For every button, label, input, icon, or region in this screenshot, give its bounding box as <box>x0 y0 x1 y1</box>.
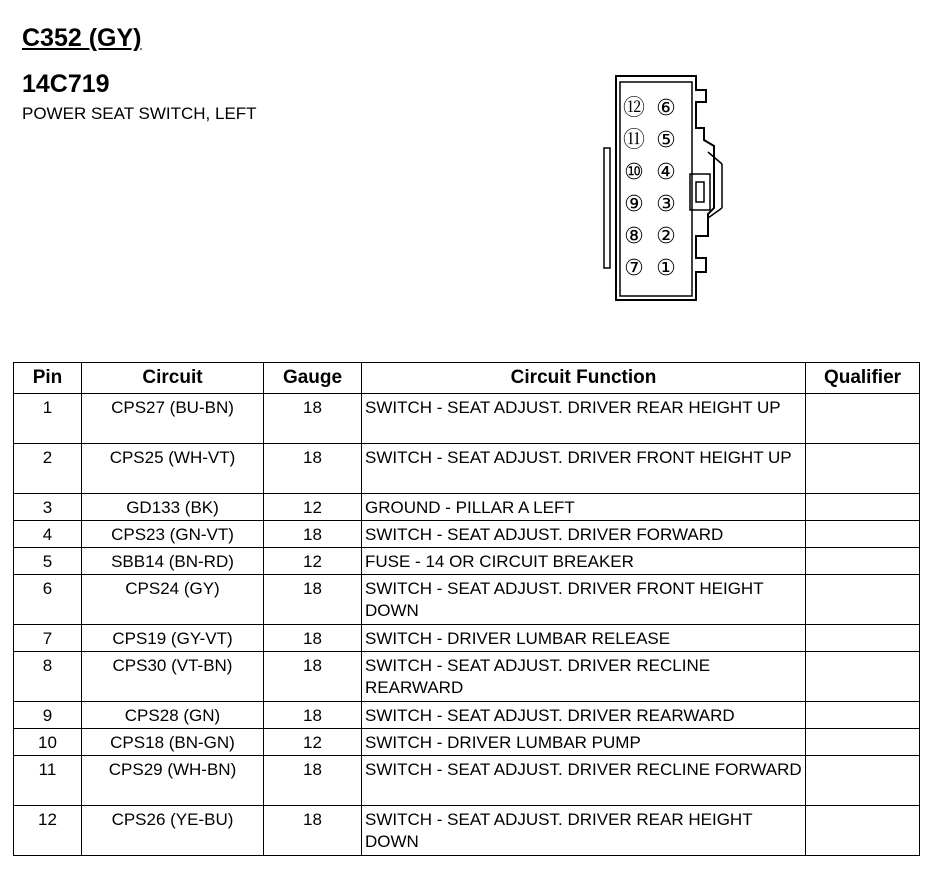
qualifier-cell <box>806 625 920 652</box>
table-row <box>14 444 920 494</box>
gauge-cell: 18 <box>264 702 362 729</box>
circuit-cell: CPS30 (VT-BN) <box>82 652 264 702</box>
pin-cell: 3 <box>14 494 82 521</box>
table-header-row <box>14 363 920 394</box>
qualifier-cell <box>806 729 920 756</box>
table-row <box>14 729 920 756</box>
pin-table <box>13 362 920 856</box>
circuit-cell: CPS25 (WH-VT) <box>82 444 264 494</box>
pin-cell: 8 <box>14 652 82 702</box>
header-circuit: Circuit <box>82 363 264 394</box>
table-row <box>14 548 920 575</box>
connector-id-heading: C352 (GY) <box>22 24 142 52</box>
qualifier-cell <box>806 444 920 494</box>
pin-cavity-label: ④ <box>656 160 676 185</box>
circuit-function-cell: SWITCH - SEAT ADJUST. DRIVER RECLINE REARWARD <box>362 652 806 702</box>
pin-cell: 2 <box>14 444 82 494</box>
circuit-function-cell: FUSE - 14 OR CIRCUIT BREAKER <box>362 548 806 575</box>
qualifier-cell <box>806 521 920 548</box>
circuit-cell: CPS29 (WH-BN) <box>82 756 264 806</box>
gauge-cell: 18 <box>264 806 362 856</box>
circuit-function-cell: SWITCH - SEAT ADJUST. DRIVER FRONT HEIGHT UP <box>362 444 806 494</box>
circuit-cell: CPS24 (GY) <box>82 575 264 625</box>
pin-cavity-label: ⑤ <box>656 128 676 153</box>
circuit-cell: CPS18 (BN-GN) <box>82 729 264 756</box>
pin-cavity-label: ⑧ <box>624 224 644 249</box>
header-gauge: Gauge <box>264 363 362 394</box>
circuit-function-cell: GROUND - PILLAR A LEFT <box>362 494 806 521</box>
table-row <box>14 575 920 625</box>
qualifier-cell <box>806 702 920 729</box>
pin-cavity-label: ③ <box>656 192 676 217</box>
header-pin: Pin <box>14 363 82 394</box>
connector-face-diagram <box>590 68 740 308</box>
circuit-function-cell: SWITCH - DRIVER LUMBAR RELEASE <box>362 625 806 652</box>
header-qualifier: Qualifier <box>806 363 920 394</box>
table-row <box>14 394 920 444</box>
gauge-cell: 18 <box>264 625 362 652</box>
part-number: 14C719 <box>22 70 110 98</box>
pin-cell: 11 <box>14 756 82 806</box>
pin-cell: 9 <box>14 702 82 729</box>
header-circuit-function: Circuit Function <box>362 363 806 394</box>
table-row <box>14 806 920 856</box>
pin-cavity-label: ⑫ <box>622 96 646 121</box>
table-row <box>14 652 920 702</box>
qualifier-cell <box>806 806 920 856</box>
pin-cell: 6 <box>14 575 82 625</box>
circuit-function-cell: SWITCH - DRIVER LUMBAR PUMP <box>362 729 806 756</box>
pin-cell: 10 <box>14 729 82 756</box>
pin-cavity-label: ⑦ <box>624 256 644 281</box>
circuit-function-cell: SWITCH - SEAT ADJUST. DRIVER REAR HEIGHT DOWN <box>362 806 806 856</box>
gauge-cell: 12 <box>264 548 362 575</box>
circuit-function-cell: SWITCH - SEAT ADJUST. DRIVER FRONT HEIGHT DOWN <box>362 575 806 625</box>
qualifier-cell <box>806 575 920 625</box>
gauge-cell: 18 <box>264 444 362 494</box>
circuit-cell: SBB14 (BN-RD) <box>82 548 264 575</box>
table-row <box>14 702 920 729</box>
qualifier-cell <box>806 394 920 444</box>
pin-cavity-label: ① <box>656 256 676 281</box>
pin-cavity-label: ⑥ <box>656 96 676 121</box>
circuit-cell: CPS23 (GN-VT) <box>82 521 264 548</box>
circuit-function-cell: SWITCH - SEAT ADJUST. DRIVER REAR HEIGHT UP <box>362 394 806 444</box>
qualifier-cell <box>806 756 920 806</box>
pin-cavities <box>623 96 676 281</box>
gauge-cell: 18 <box>264 394 362 444</box>
pin-cavity-label: ⑩ <box>624 160 644 185</box>
pin-cell: 7 <box>14 625 82 652</box>
circuit-cell: CPS19 (GY-VT) <box>82 625 264 652</box>
gauge-cell: 18 <box>264 756 362 806</box>
pin-cell: 12 <box>14 806 82 856</box>
table-row <box>14 494 920 521</box>
pin-cell: 5 <box>14 548 82 575</box>
pin-cavity-label: ② <box>656 224 676 249</box>
qualifier-cell <box>806 652 920 702</box>
circuit-cell: GD133 (BK) <box>82 494 264 521</box>
table-row <box>14 521 920 548</box>
gauge-cell: 12 <box>264 729 362 756</box>
pin-cell: 4 <box>14 521 82 548</box>
circuit-function-cell: SWITCH - SEAT ADJUST. DRIVER REARWARD <box>362 702 806 729</box>
circuit-cell: CPS26 (YE-BU) <box>82 806 264 856</box>
table-row <box>14 756 920 806</box>
pin-cell: 1 <box>14 394 82 444</box>
gauge-cell: 18 <box>264 521 362 548</box>
table-row <box>14 625 920 652</box>
part-description: POWER SEAT SWITCH, LEFT <box>22 104 257 123</box>
table-body <box>14 394 920 856</box>
pin-cavity-label: ⑪ <box>622 128 646 153</box>
pin-cavity-label: ⑨ <box>624 192 644 217</box>
circuit-cell: CPS28 (GN) <box>82 702 264 729</box>
circuit-function-cell: SWITCH - SEAT ADJUST. DRIVER RECLINE FORWARD <box>362 756 806 806</box>
circuit-cell: CPS27 (BU-BN) <box>82 394 264 444</box>
gauge-cell: 12 <box>264 494 362 521</box>
gauge-cell: 18 <box>264 652 362 702</box>
gauge-cell: 18 <box>264 575 362 625</box>
qualifier-cell <box>806 548 920 575</box>
circuit-function-cell: SWITCH - SEAT ADJUST. DRIVER FORWARD <box>362 521 806 548</box>
qualifier-cell <box>806 494 920 521</box>
